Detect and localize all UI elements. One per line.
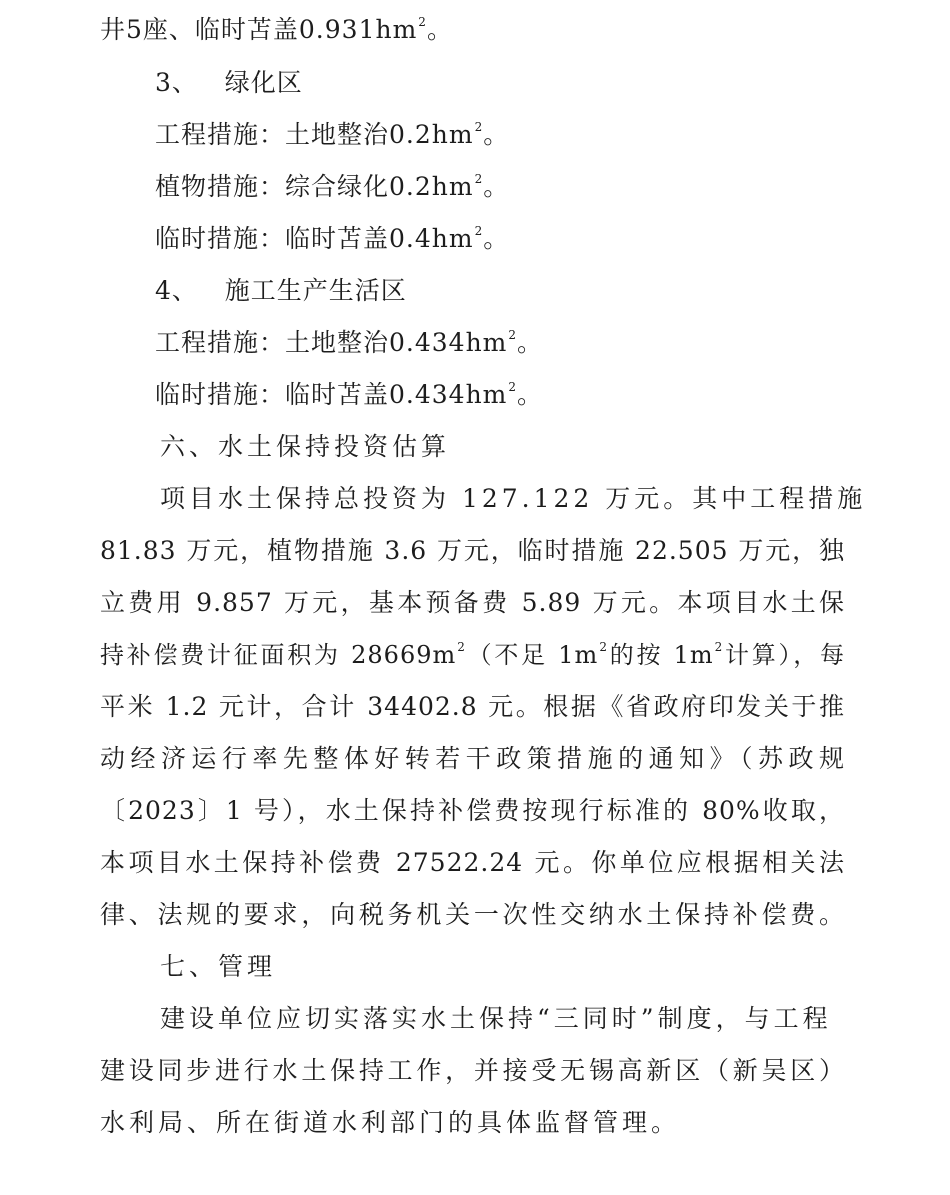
text-line-5: 临时措施：临时苫盖$0.4hm^2$。	[155, 223, 510, 253]
paragraph-2-line-1: 建设单位应切实落实水土保持“三同时”制度，与工程	[160, 1004, 832, 1033]
section-heading-3: 3、 绿化区	[155, 68, 303, 97]
section-heading-4: 4、 施工生产生活区	[155, 276, 407, 305]
section-heading-seven: 七、管理	[160, 952, 277, 981]
paragraph-2-line-2: 建设同步进行水土保持工作，并接受无锡高新区（新吴区）	[100, 1056, 845, 1085]
text-line-8: 临时措施：临时苫盖$0.434hm^2$。	[155, 379, 544, 409]
paragraph-line-1: 项目水土保持总投资为 127.122 万元。其中工程措施	[160, 484, 867, 513]
text-line-4: 植物措施：综合绿化$0.2hm^2$。	[155, 171, 510, 201]
text-line-1: 井5座、临时苫盖$0.931hm^2$。	[100, 14, 453, 44]
paragraph-line-2: 81.83 万元，植物措施 3.6 万元，临时措施 22.505 万元，独	[100, 536, 845, 565]
text-line-7: 工程措施：土地整治$0.434hm^2$。	[155, 327, 544, 357]
paragraph-line-3: 立费用 9.857 万元，基本预备费 5.89 万元。本项目水土保	[100, 588, 845, 617]
paragraph-line-4: 持补偿费计征面积为 $28669m^2$（不足 $1m^2$的按 $1m^2$计算），每	[100, 640, 846, 669]
paragraph-line-5: 平米 1.2 元计，合计 34402.8 元。根据《省政府印发关于推	[100, 692, 845, 721]
paragraph-line-9: 律、法规的要求，向税务机关一次性交纳水土保持补偿费。	[100, 900, 845, 929]
section-heading-six: 六、水土保持投资估算	[160, 432, 451, 461]
paragraph-2-line-3: 水利局、所在街道水利部门的具体监督管理。	[100, 1108, 681, 1137]
paragraph-line-7: 〔2023〕1 号），水土保持补偿费按现行标准的 80%收取，	[100, 796, 845, 825]
paragraph-line-6: 动经济运行率先整体好转若干政策措施的通知》（苏政规	[100, 744, 845, 773]
paragraph-line-8: 本项目水土保持补偿费 27522.24 元。你单位应根据相关法	[100, 848, 845, 877]
text-line-3: 工程措施：土地整治$0.2hm^2$。	[155, 119, 510, 149]
